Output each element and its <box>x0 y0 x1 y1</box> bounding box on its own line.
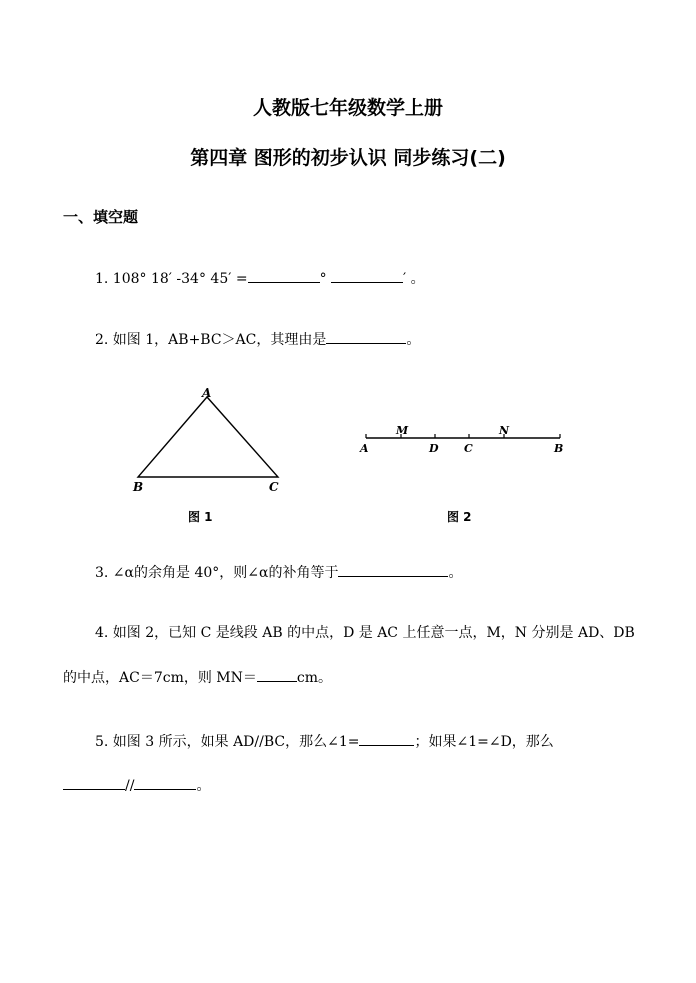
question-5-text: 5. 如图 3 所示，如果 AD//BC，那么∠1= <box>95 734 360 750</box>
answer-blank <box>326 329 406 344</box>
question-3-end: 。 <box>448 565 463 581</box>
point-label-m: M <box>396 424 409 437</box>
answer-blank <box>134 775 196 790</box>
point-label-a: A <box>360 442 369 455</box>
figure-1-triangle <box>128 385 288 495</box>
question-2-text: 2. 如图 1，AB+BC＞AC，其理由是 <box>95 332 327 348</box>
answer-blank <box>338 562 448 577</box>
question-4-line-1: 4. 如图 2，已知 C 是线段 AB 的中点，D 是 AC 上任意一点，M，N 分别是 AD、DB <box>95 625 635 641</box>
question-3 <box>95 562 462 583</box>
degree-symbol: ° <box>319 271 327 287</box>
question-5-line-2 <box>63 775 210 796</box>
answer-blank <box>331 268 403 283</box>
question-5-text-2: ；如果∠1=∠D，那么 <box>414 734 554 750</box>
question-5-line-1 <box>95 731 554 752</box>
point-label-c: C <box>464 442 473 455</box>
figure-1-caption: 图 1 <box>188 510 213 524</box>
question-2-end: 。 <box>406 332 421 348</box>
point-label-n: N <box>499 424 510 437</box>
question-5-end: 。 <box>196 778 211 794</box>
answer-blank <box>63 775 125 790</box>
figure-2-segment <box>356 420 571 460</box>
point-label-b: B <box>554 442 564 455</box>
question-1-text: 1. 108° 18′ -34° 45′ = <box>95 271 248 287</box>
vertex-label-c: C <box>269 480 279 494</box>
question-4-unit: cm。 <box>296 670 333 686</box>
question-3-text: 3. ∠α的余角是 40°，则∠α的补角等于 <box>95 565 339 581</box>
triangle-shape <box>138 397 278 477</box>
parallel-symbol: // <box>125 778 135 794</box>
section-heading: 一、填空题 <box>63 208 139 226</box>
question-2 <box>95 329 420 350</box>
answer-blank <box>257 667 297 682</box>
answer-blank <box>248 268 320 283</box>
question-1 <box>95 268 425 289</box>
vertex-label-a: A <box>202 386 212 400</box>
question-4-text: 的中点，AC＝7cm，则 MN＝ <box>63 670 257 686</box>
point-label-d: D <box>429 442 439 455</box>
vertex-label-b: B <box>133 480 144 494</box>
answer-blank <box>359 731 414 746</box>
question-4-line-2 <box>63 667 332 688</box>
figure-2-caption: 图 2 <box>447 510 472 524</box>
document-title: 人教版七年级数学上册 <box>252 97 443 119</box>
document-subtitle: 第四章 图形的初步认识 同步练习(二) <box>190 147 506 169</box>
minute-symbol: ′ 。 <box>403 271 425 287</box>
